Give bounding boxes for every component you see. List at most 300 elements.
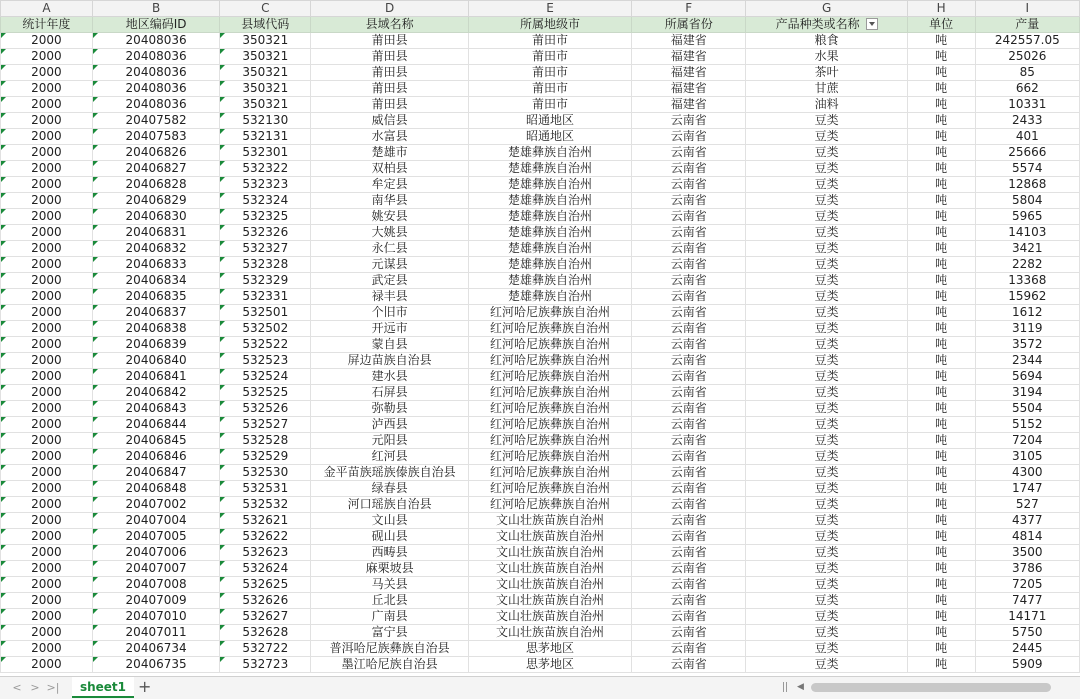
scroll-left-arrow-icon[interactable]: ◀ xyxy=(797,682,804,692)
cell-province[interactable]: 云南省 xyxy=(632,241,746,257)
column-letter-c[interactable]: C xyxy=(220,1,311,17)
cell-city[interactable]: 思茅地区 xyxy=(469,641,632,657)
cell-county-code[interactable]: 350321 xyxy=(220,49,311,65)
cell-unit[interactable]: 吨 xyxy=(907,49,975,65)
cell-unit[interactable]: 吨 xyxy=(907,481,975,497)
cell-city[interactable]: 楚雄彝族自治州 xyxy=(469,161,632,177)
cell-unit[interactable]: 吨 xyxy=(907,513,975,529)
cell-product[interactable]: 豆类 xyxy=(746,529,907,545)
cell-province[interactable]: 云南省 xyxy=(632,433,746,449)
cell-year[interactable]: 2000 xyxy=(1,225,93,241)
cell-province[interactable]: 云南省 xyxy=(632,609,746,625)
cell-year[interactable]: 2000 xyxy=(1,449,93,465)
cell-product[interactable]: 油料 xyxy=(746,97,907,113)
cell-year[interactable]: 2000 xyxy=(1,257,93,273)
cell-county-name[interactable]: 丘北县 xyxy=(311,593,469,609)
scrollbar-splitter[interactable] xyxy=(783,682,787,692)
cell-province[interactable]: 云南省 xyxy=(632,497,746,513)
cell-city[interactable]: 楚雄彝族自治州 xyxy=(469,241,632,257)
cell-city[interactable]: 红河哈尼族彝族自治州 xyxy=(469,449,632,465)
cell-county-name[interactable]: 莆田县 xyxy=(311,33,469,49)
cell-county-name[interactable]: 个旧市 xyxy=(311,305,469,321)
cell-region-id[interactable]: 20406839 xyxy=(92,337,219,353)
cell-product[interactable]: 豆类 xyxy=(746,129,907,145)
cell-unit[interactable]: 吨 xyxy=(907,577,975,593)
cell-county-name[interactable]: 莆田县 xyxy=(311,65,469,81)
cell-province[interactable]: 云南省 xyxy=(632,593,746,609)
cell-province[interactable]: 云南省 xyxy=(632,305,746,321)
cell-region-id[interactable]: 20407006 xyxy=(92,545,219,561)
cell-region-id[interactable]: 20406734 xyxy=(92,641,219,657)
cell-city[interactable]: 文山壮族苗族自治州 xyxy=(469,609,632,625)
cell-county-code[interactable]: 532623 xyxy=(220,545,311,561)
cell-city[interactable]: 楚雄彝族自治州 xyxy=(469,289,632,305)
cell-county-code[interactable]: 350321 xyxy=(220,97,311,113)
cell-output[interactable]: 14171 xyxy=(975,609,1079,625)
cell-province[interactable]: 云南省 xyxy=(632,289,746,305)
cell-county-name[interactable]: 元阳县 xyxy=(311,433,469,449)
cell-county-code[interactable]: 532502 xyxy=(220,321,311,337)
header-region-id[interactable]: 地区编码ID xyxy=(92,17,219,33)
cell-year[interactable]: 2000 xyxy=(1,641,93,657)
cell-city[interactable]: 莆田市 xyxy=(469,65,632,81)
cell-region-id[interactable]: 20407007 xyxy=(92,561,219,577)
cell-city[interactable]: 文山壮族苗族自治州 xyxy=(469,561,632,577)
cell-output[interactable]: 5694 xyxy=(975,369,1079,385)
cell-city[interactable]: 红河哈尼族彝族自治州 xyxy=(469,385,632,401)
cell-output[interactable]: 5909 xyxy=(975,657,1079,673)
cell-output[interactable]: 2445 xyxy=(975,641,1079,657)
cell-unit[interactable]: 吨 xyxy=(907,625,975,641)
cell-year[interactable]: 2000 xyxy=(1,657,93,673)
cell-county-code[interactable]: 532528 xyxy=(220,433,311,449)
cell-county-name[interactable]: 蒙自县 xyxy=(311,337,469,353)
cell-output[interactable]: 14103 xyxy=(975,225,1079,241)
header-city[interactable]: 所属地级市 xyxy=(469,17,632,33)
cell-county-code[interactable]: 532130 xyxy=(220,113,311,129)
cell-region-id[interactable]: 20406841 xyxy=(92,369,219,385)
cell-unit[interactable]: 吨 xyxy=(907,225,975,241)
cell-province[interactable]: 云南省 xyxy=(632,113,746,129)
cell-output[interactable]: 2433 xyxy=(975,113,1079,129)
cell-county-code[interactable]: 532329 xyxy=(220,273,311,289)
cell-county-name[interactable]: 开远市 xyxy=(311,321,469,337)
cell-output[interactable]: 7204 xyxy=(975,433,1079,449)
cell-province[interactable]: 云南省 xyxy=(632,449,746,465)
cell-unit[interactable]: 吨 xyxy=(907,81,975,97)
cell-product[interactable]: 豆类 xyxy=(746,113,907,129)
cell-product[interactable]: 水果 xyxy=(746,49,907,65)
cell-city[interactable]: 思茅地区 xyxy=(469,657,632,673)
cell-product[interactable]: 豆类 xyxy=(746,401,907,417)
cell-region-id[interactable]: 20406829 xyxy=(92,193,219,209)
cell-output[interactable]: 5504 xyxy=(975,401,1079,417)
cell-county-code[interactable]: 532624 xyxy=(220,561,311,577)
cell-year[interactable]: 2000 xyxy=(1,49,93,65)
cell-output[interactable]: 13368 xyxy=(975,273,1079,289)
cell-county-name[interactable]: 牟定县 xyxy=(311,177,469,193)
cell-unit[interactable]: 吨 xyxy=(907,529,975,545)
cell-output[interactable]: 4814 xyxy=(975,529,1079,545)
cell-output[interactable]: 4300 xyxy=(975,465,1079,481)
cell-unit[interactable]: 吨 xyxy=(907,401,975,417)
cell-county-name[interactable]: 姚安县 xyxy=(311,209,469,225)
cell-county-code[interactable]: 532131 xyxy=(220,129,311,145)
cell-unit[interactable]: 吨 xyxy=(907,545,975,561)
cell-product[interactable]: 豆类 xyxy=(746,545,907,561)
cell-county-name[interactable]: 武定县 xyxy=(311,273,469,289)
add-sheet-icon[interactable]: + xyxy=(138,677,152,696)
cell-year[interactable]: 2000 xyxy=(1,385,93,401)
scrollbar-thumb[interactable] xyxy=(811,683,1051,692)
cell-city[interactable]: 文山壮族苗族自治州 xyxy=(469,513,632,529)
cell-city[interactable]: 红河哈尼族彝族自治州 xyxy=(469,401,632,417)
cell-unit[interactable]: 吨 xyxy=(907,177,975,193)
horizontal-scrollbar[interactable] xyxy=(783,680,1073,695)
cell-county-code[interactable]: 532501 xyxy=(220,305,311,321)
cell-unit[interactable]: 吨 xyxy=(907,113,975,129)
cell-province[interactable]: 福建省 xyxy=(632,97,746,113)
cell-county-code[interactable]: 532328 xyxy=(220,257,311,273)
cell-output[interactable]: 401 xyxy=(975,129,1079,145)
cell-product[interactable]: 豆类 xyxy=(746,657,907,673)
cell-unit[interactable]: 吨 xyxy=(907,593,975,609)
cell-year[interactable]: 2000 xyxy=(1,417,93,433)
cell-county-code[interactable]: 532530 xyxy=(220,465,311,481)
cell-region-id[interactable]: 20406832 xyxy=(92,241,219,257)
cell-city[interactable]: 楚雄彝族自治州 xyxy=(469,177,632,193)
cell-output[interactable]: 527 xyxy=(975,497,1079,513)
header-output[interactable]: 产量 xyxy=(975,17,1079,33)
cell-county-name[interactable]: 文山县 xyxy=(311,513,469,529)
cell-year[interactable]: 2000 xyxy=(1,305,93,321)
cell-region-id[interactable]: 20407011 xyxy=(92,625,219,641)
cell-product[interactable]: 甘蔗 xyxy=(746,81,907,97)
cell-province[interactable]: 云南省 xyxy=(632,577,746,593)
cell-output[interactable]: 15962 xyxy=(975,289,1079,305)
cell-product[interactable]: 豆类 xyxy=(746,497,907,513)
cell-output[interactable]: 3572 xyxy=(975,337,1079,353)
cell-province[interactable]: 云南省 xyxy=(632,369,746,385)
cell-county-name[interactable]: 禄丰县 xyxy=(311,289,469,305)
cell-province[interactable]: 云南省 xyxy=(632,177,746,193)
cell-output[interactable]: 4377 xyxy=(975,513,1079,529)
cell-region-id[interactable]: 20406831 xyxy=(92,225,219,241)
cell-year[interactable]: 2000 xyxy=(1,273,93,289)
cell-year[interactable]: 2000 xyxy=(1,369,93,385)
cell-year[interactable]: 2000 xyxy=(1,497,93,513)
cell-product[interactable]: 豆类 xyxy=(746,305,907,321)
cell-city[interactable]: 红河哈尼族彝族自治州 xyxy=(469,337,632,353)
cell-unit[interactable]: 吨 xyxy=(907,321,975,337)
cell-output[interactable]: 5804 xyxy=(975,193,1079,209)
cell-county-name[interactable]: 大姚县 xyxy=(311,225,469,241)
cell-city[interactable]: 昭通地区 xyxy=(469,113,632,129)
cell-province[interactable]: 云南省 xyxy=(632,273,746,289)
cell-region-id[interactable]: 20406835 xyxy=(92,289,219,305)
cell-province[interactable]: 云南省 xyxy=(632,465,746,481)
cell-city[interactable]: 红河哈尼族彝族自治州 xyxy=(469,305,632,321)
cell-unit[interactable]: 吨 xyxy=(907,353,975,369)
cell-region-id[interactable]: 20406844 xyxy=(92,417,219,433)
cell-product[interactable]: 豆类 xyxy=(746,257,907,273)
cell-county-code[interactable]: 532525 xyxy=(220,385,311,401)
column-letter-h[interactable]: H xyxy=(907,1,975,17)
cell-product[interactable]: 豆类 xyxy=(746,353,907,369)
cell-unit[interactable]: 吨 xyxy=(907,97,975,113)
cell-product[interactable]: 豆类 xyxy=(746,273,907,289)
cell-county-name[interactable]: 金平苗族瑶族傣族自治县 xyxy=(311,465,469,481)
cell-province[interactable]: 云南省 xyxy=(632,657,746,673)
cell-county-code[interactable]: 532621 xyxy=(220,513,311,529)
cell-product[interactable]: 豆类 xyxy=(746,145,907,161)
cell-county-code[interactable]: 532627 xyxy=(220,609,311,625)
cell-output[interactable]: 3119 xyxy=(975,321,1079,337)
cell-city[interactable]: 红河哈尼族彝族自治州 xyxy=(469,353,632,369)
cell-province[interactable]: 云南省 xyxy=(632,513,746,529)
cell-county-code[interactable]: 532529 xyxy=(220,449,311,465)
cell-unit[interactable]: 吨 xyxy=(907,241,975,257)
cell-county-code[interactable]: 532628 xyxy=(220,625,311,641)
cell-province[interactable]: 云南省 xyxy=(632,545,746,561)
cell-unit[interactable]: 吨 xyxy=(907,145,975,161)
cell-product[interactable]: 豆类 xyxy=(746,465,907,481)
cell-region-id[interactable]: 20407004 xyxy=(92,513,219,529)
cell-output[interactable]: 3105 xyxy=(975,449,1079,465)
cell-county-name[interactable]: 西畴县 xyxy=(311,545,469,561)
cell-product[interactable]: 豆类 xyxy=(746,433,907,449)
cell-province[interactable]: 云南省 xyxy=(632,193,746,209)
cell-output[interactable]: 85 xyxy=(975,65,1079,81)
cell-county-name[interactable]: 广南县 xyxy=(311,609,469,625)
cell-year[interactable]: 2000 xyxy=(1,33,93,49)
cell-province[interactable]: 云南省 xyxy=(632,481,746,497)
cell-city[interactable]: 文山壮族苗族自治州 xyxy=(469,545,632,561)
cell-county-name[interactable]: 莆田县 xyxy=(311,49,469,65)
cell-city[interactable]: 莆田市 xyxy=(469,97,632,113)
cell-province[interactable]: 云南省 xyxy=(632,417,746,433)
cell-unit[interactable]: 吨 xyxy=(907,65,975,81)
cell-province[interactable]: 云南省 xyxy=(632,129,746,145)
column-letter-g[interactable]: G xyxy=(746,1,907,17)
cell-region-id[interactable]: 20406847 xyxy=(92,465,219,481)
cell-city[interactable]: 莆田市 xyxy=(469,33,632,49)
cell-province[interactable]: 福建省 xyxy=(632,81,746,97)
cell-output[interactable]: 12868 xyxy=(975,177,1079,193)
cell-county-code[interactable]: 532323 xyxy=(220,177,311,193)
cell-region-id[interactable]: 20406838 xyxy=(92,321,219,337)
cell-year[interactable]: 2000 xyxy=(1,481,93,497)
column-letter-e[interactable]: E xyxy=(469,1,632,17)
cell-region-id[interactable]: 20408036 xyxy=(92,81,219,97)
cell-county-name[interactable]: 元谋县 xyxy=(311,257,469,273)
cell-product[interactable]: 豆类 xyxy=(746,513,907,529)
cell-city[interactable]: 文山壮族苗族自治州 xyxy=(469,529,632,545)
cell-county-name[interactable]: 马关县 xyxy=(311,577,469,593)
column-letter-b[interactable]: B xyxy=(92,1,219,17)
cell-province[interactable]: 云南省 xyxy=(632,529,746,545)
cell-unit[interactable]: 吨 xyxy=(907,273,975,289)
cell-county-code[interactable]: 532723 xyxy=(220,657,311,673)
cell-county-name[interactable]: 莆田县 xyxy=(311,97,469,113)
cell-region-id[interactable]: 20407002 xyxy=(92,497,219,513)
cell-county-name[interactable]: 石屏县 xyxy=(311,385,469,401)
cell-region-id[interactable]: 20406840 xyxy=(92,353,219,369)
cell-city[interactable]: 红河哈尼族彝族自治州 xyxy=(469,369,632,385)
cell-product[interactable]: 豆类 xyxy=(746,449,907,465)
cell-city[interactable]: 莆田市 xyxy=(469,81,632,97)
cell-product[interactable]: 豆类 xyxy=(746,289,907,305)
cell-province[interactable]: 云南省 xyxy=(632,641,746,657)
cell-year[interactable]: 2000 xyxy=(1,289,93,305)
cell-product[interactable]: 豆类 xyxy=(746,193,907,209)
cell-province[interactable]: 云南省 xyxy=(632,321,746,337)
cell-city[interactable]: 楚雄彝族自治州 xyxy=(469,257,632,273)
cell-unit[interactable]: 吨 xyxy=(907,193,975,209)
header-county-code[interactable]: 县域代码 xyxy=(220,17,311,33)
cell-unit[interactable]: 吨 xyxy=(907,657,975,673)
cell-year[interactable]: 2000 xyxy=(1,401,93,417)
cell-product[interactable]: 豆类 xyxy=(746,577,907,593)
cell-year[interactable]: 2000 xyxy=(1,593,93,609)
cell-product[interactable]: 茶叶 xyxy=(746,65,907,81)
cell-unit[interactable]: 吨 xyxy=(907,129,975,145)
cell-region-id[interactable]: 20408036 xyxy=(92,33,219,49)
cell-year[interactable]: 2000 xyxy=(1,129,93,145)
cell-county-code[interactable]: 532531 xyxy=(220,481,311,497)
cell-city[interactable]: 红河哈尼族彝族自治州 xyxy=(469,481,632,497)
first-sheet-arrow-icon[interactable]: < xyxy=(12,681,22,694)
cell-year[interactable]: 2000 xyxy=(1,209,93,225)
cell-county-name[interactable]: 弥勒县 xyxy=(311,401,469,417)
cell-product[interactable]: 豆类 xyxy=(746,209,907,225)
cell-product[interactable]: 豆类 xyxy=(746,609,907,625)
cell-city[interactable]: 莆田市 xyxy=(469,49,632,65)
cell-county-name[interactable]: 泸西县 xyxy=(311,417,469,433)
cell-product[interactable]: 豆类 xyxy=(746,385,907,401)
cell-city[interactable]: 红河哈尼族彝族自治州 xyxy=(469,321,632,337)
cell-region-id[interactable]: 20406848 xyxy=(92,481,219,497)
cell-product[interactable]: 豆类 xyxy=(746,481,907,497)
cell-province[interactable]: 云南省 xyxy=(632,401,746,417)
cell-county-code[interactable]: 532622 xyxy=(220,529,311,545)
cell-region-id[interactable]: 20407009 xyxy=(92,593,219,609)
cell-unit[interactable]: 吨 xyxy=(907,305,975,321)
cell-city[interactable]: 楚雄彝族自治州 xyxy=(469,145,632,161)
cell-output[interactable]: 1612 xyxy=(975,305,1079,321)
cell-year[interactable]: 2000 xyxy=(1,321,93,337)
cell-county-code[interactable]: 532526 xyxy=(220,401,311,417)
cell-province[interactable]: 云南省 xyxy=(632,337,746,353)
cell-product[interactable]: 豆类 xyxy=(746,561,907,577)
cell-county-name[interactable]: 红河县 xyxy=(311,449,469,465)
cell-unit[interactable]: 吨 xyxy=(907,465,975,481)
cell-region-id[interactable]: 20407010 xyxy=(92,609,219,625)
cell-year[interactable]: 2000 xyxy=(1,433,93,449)
cell-product[interactable]: 豆类 xyxy=(746,417,907,433)
cell-output[interactable]: 25026 xyxy=(975,49,1079,65)
cell-county-code[interactable]: 532325 xyxy=(220,209,311,225)
cell-year[interactable]: 2000 xyxy=(1,177,93,193)
cell-region-id[interactable]: 20407008 xyxy=(92,577,219,593)
cell-county-name[interactable]: 莆田县 xyxy=(311,81,469,97)
cell-county-name[interactable]: 威信县 xyxy=(311,113,469,129)
cell-province[interactable]: 云南省 xyxy=(632,161,746,177)
cell-county-name[interactable]: 双柏县 xyxy=(311,161,469,177)
cell-year[interactable]: 2000 xyxy=(1,65,93,81)
cell-county-name[interactable]: 绿春县 xyxy=(311,481,469,497)
cell-unit[interactable]: 吨 xyxy=(907,369,975,385)
cell-province[interactable]: 云南省 xyxy=(632,209,746,225)
cell-region-id[interactable]: 20406830 xyxy=(92,209,219,225)
cell-region-id[interactable]: 20406735 xyxy=(92,657,219,673)
cell-county-code[interactable]: 532301 xyxy=(220,145,311,161)
cell-county-name[interactable]: 楚雄市 xyxy=(311,145,469,161)
cell-region-id[interactable]: 20406828 xyxy=(92,177,219,193)
cell-output[interactable]: 2282 xyxy=(975,257,1079,273)
cell-unit[interactable]: 吨 xyxy=(907,209,975,225)
cell-county-name[interactable]: 墨江哈尼族自治县 xyxy=(311,657,469,673)
header-province[interactable]: 所属省份 xyxy=(632,17,746,33)
cell-county-code[interactable]: 532522 xyxy=(220,337,311,353)
cell-product[interactable]: 豆类 xyxy=(746,177,907,193)
cell-county-code[interactable]: 532322 xyxy=(220,161,311,177)
cell-unit[interactable]: 吨 xyxy=(907,561,975,577)
cell-county-name[interactable]: 砚山县 xyxy=(311,529,469,545)
cell-city[interactable]: 红河哈尼族彝族自治州 xyxy=(469,417,632,433)
cell-output[interactable]: 5750 xyxy=(975,625,1079,641)
cell-product[interactable]: 豆类 xyxy=(746,641,907,657)
cell-county-code[interactable]: 532625 xyxy=(220,577,311,593)
cell-output[interactable]: 242557.05 xyxy=(975,33,1079,49)
cell-county-code[interactable]: 532722 xyxy=(220,641,311,657)
cell-county-code[interactable]: 532331 xyxy=(220,289,311,305)
sheet-tab-sheet1[interactable]: sheet1 xyxy=(72,677,134,698)
cell-year[interactable]: 2000 xyxy=(1,577,93,593)
cell-region-id[interactable]: 20406845 xyxy=(92,433,219,449)
cell-county-name[interactable]: 建水县 xyxy=(311,369,469,385)
cell-county-name[interactable]: 河口瑶族自治县 xyxy=(311,497,469,513)
cell-output[interactable]: 7477 xyxy=(975,593,1079,609)
next-sheet-arrow-icon[interactable]: > xyxy=(30,681,40,694)
cell-region-id[interactable]: 20407582 xyxy=(92,113,219,129)
cell-unit[interactable]: 吨 xyxy=(907,609,975,625)
cell-output[interactable]: 5965 xyxy=(975,209,1079,225)
cell-region-id[interactable]: 20406842 xyxy=(92,385,219,401)
cell-year[interactable]: 2000 xyxy=(1,193,93,209)
cell-product[interactable]: 豆类 xyxy=(746,161,907,177)
cell-output[interactable]: 5152 xyxy=(975,417,1079,433)
cell-unit[interactable]: 吨 xyxy=(907,417,975,433)
cell-output[interactable]: 3194 xyxy=(975,385,1079,401)
cell-year[interactable]: 2000 xyxy=(1,337,93,353)
cell-unit[interactable]: 吨 xyxy=(907,641,975,657)
filter-dropdown-icon[interactable] xyxy=(866,18,878,30)
cell-year[interactable]: 2000 xyxy=(1,609,93,625)
cell-county-code[interactable]: 532523 xyxy=(220,353,311,369)
cell-province[interactable]: 云南省 xyxy=(632,561,746,577)
cell-output[interactable]: 10331 xyxy=(975,97,1079,113)
cell-year[interactable]: 2000 xyxy=(1,545,93,561)
cell-unit[interactable]: 吨 xyxy=(907,33,975,49)
cell-county-name[interactable]: 南华县 xyxy=(311,193,469,209)
cell-output[interactable]: 2344 xyxy=(975,353,1079,369)
cell-output[interactable]: 662 xyxy=(975,81,1079,97)
cell-product[interactable]: 豆类 xyxy=(746,241,907,257)
cell-year[interactable]: 2000 xyxy=(1,145,93,161)
cell-city[interactable]: 楚雄彝族自治州 xyxy=(469,193,632,209)
cell-year[interactable]: 2000 xyxy=(1,465,93,481)
